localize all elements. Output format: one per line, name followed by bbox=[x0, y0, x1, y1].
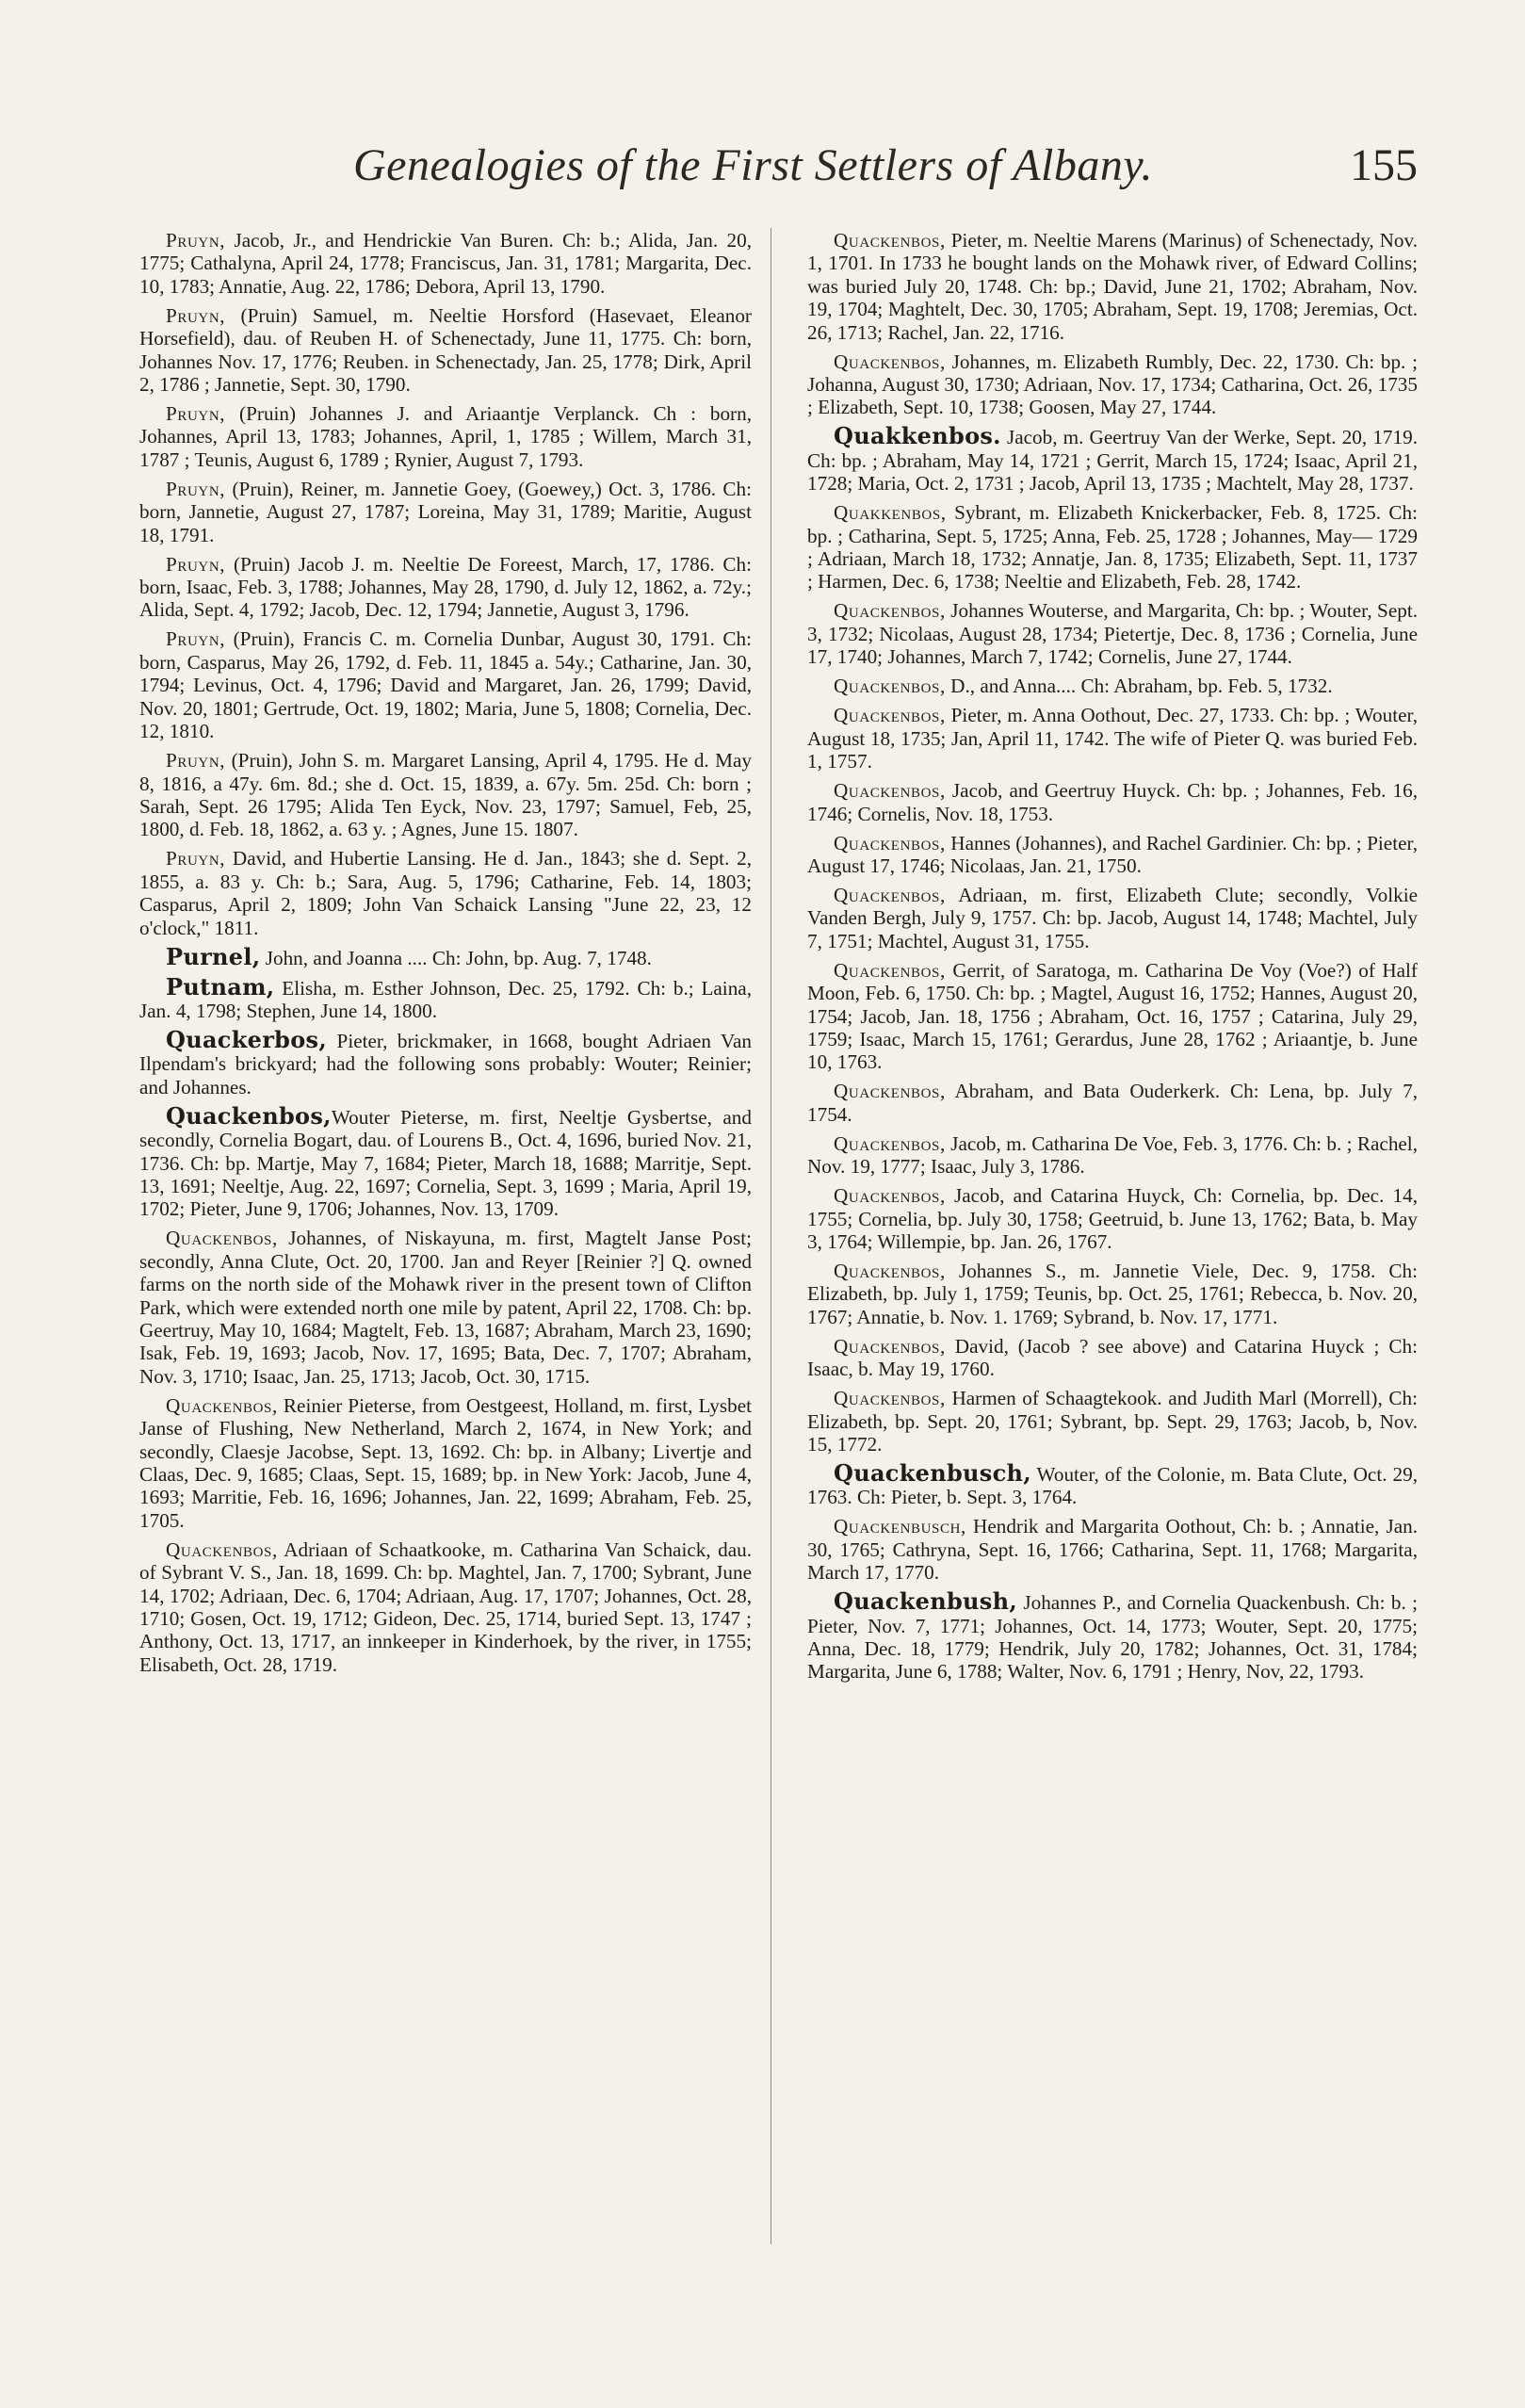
entry-surname: Pruyn, bbox=[166, 477, 226, 500]
entry-surname: Purnel, bbox=[166, 942, 261, 970]
genealogy-entry bbox=[807, 1459, 1418, 1509]
entry-text: Gerrit, of Saratoga, m. Catharina De Voy (Voe?) of Half Moon, Feb. 6, 1750. Ch: bp. ; Magtel, August 16, 1752; Hannes, August 20, 1754; Jacob, Jan. 18, 1756 ; Abraham, Oct. 16, 1757 ; Catarina, July 29, 1759; Isaac, March 15, 1761; Gerardus, June 28, 1762 ; Ariaantje, b. June 10, 1763. bbox=[807, 958, 1418, 1074]
entry-text: Wouter Pieterse, m. first, Neeltje Gysbertse, and secondly, Cornelia Bogart, dau. of Lourens B., Oct. 4, 1696, buried Nov. 21, 1736. Ch: bp. Martje, May 7, 1684; Pieter, March 18, 1688; Marritje, Sept. 13, 1691; Neeltje, Aug. 22, 1697; Cornelia, Sept. 3, 1699 ; Maria, April 19, 1702; Pieter, June 9, 1706; Johannes, Nov. 13, 1709. bbox=[139, 1105, 752, 1221]
genealogy-entry bbox=[807, 350, 1418, 419]
genealogy-entry bbox=[807, 1335, 1418, 1381]
entry-surname: Quackenbos, bbox=[834, 779, 946, 803]
genealogy-entry bbox=[807, 1132, 1418, 1179]
entry-text: Jacob, m. Geertruy Van der Werke, Sept. 20, 1719. Ch: bp. ; Abraham, May 14, 1721 ; Gerrit, March 15, 1724; Isaac, April 21, 1728; Maria, Oct. 2, 1731 ; Jacob, April 13, 1735 ; Machtelt, May 28, 1737. bbox=[807, 426, 1418, 496]
running-head bbox=[353, 139, 1418, 191]
entry-surname: Quackenbos, bbox=[834, 1387, 946, 1410]
genealogy-entry bbox=[139, 1394, 752, 1532]
entry-text: D., and Anna.... Ch: Abraham, bp. Feb. 5, 1732. bbox=[945, 675, 1333, 698]
genealogy-entry bbox=[139, 229, 752, 298]
page-number: 155 bbox=[1350, 140, 1418, 190]
right-column bbox=[807, 229, 1418, 1689]
genealogy-entry bbox=[807, 884, 1418, 952]
entry-text: Johannes, m. Elizabeth Rumbly, Dec. 22, 1730. Ch: bp. ; Johanna, August 30, 1730; Adriaan, Nov. 17, 1734; Catharina, Oct. 26, 1735 ; Elizabeth, Sept. 10, 1738; Goosen, May 27, 1744. bbox=[807, 350, 1418, 419]
entry-text: (Pruin), Francis C. m. Cornelia Dunbar, August 30, 1791. Ch: born, Casparus, May 26, 1792, d. Feb. 11, 1845 a. 54y.; Catharine, Jan. 30, 1794; Levinus, Oct. 4, 1796; David and Margaret, Jan. 26, 1799; David, Nov. 20, 1801; Gertrude, Oct. 19, 1802; Maria, June 5, 1808; Cornelia, Dec. 12, 1810. bbox=[139, 627, 752, 743]
entry-surname: Pruyn, bbox=[166, 229, 226, 252]
entry-text: (Pruin) Samuel, m. Neeltie Horsford (Hasevaet, Eleanor Horsefield), dau. of Reuben H. of Schenectady, June 11, 1775. Ch: born, Johannes Nov. 17, 1776; Reuben. in Schenectady, Jan. 25, 1778; Dirk, April 2, 1786 ; Jannetie, Sept. 30, 1790. bbox=[139, 303, 752, 397]
entry-surname: Quackenbos, bbox=[834, 831, 946, 854]
entry-surname: Quackenbos, bbox=[834, 1184, 946, 1208]
genealogy-entry bbox=[807, 1260, 1418, 1328]
genealogy-entry bbox=[139, 1025, 752, 1098]
genealogy-entry bbox=[807, 501, 1418, 594]
genealogy-entry bbox=[807, 1387, 1418, 1456]
entry-text: Johannes, of Niskayuna, m. first, Magtelt Janse Post; secondly, Anna Clute, Oct. 20, 1700. Jan and Reyer [Reinier ?] Q. owned farms on the north side of the Mohawk river in the present town of Clifton Park, which were extended north one mile by patent, April 22, 1708. Ch: bp. Geertruy, May 10, 1684; Magtelt, Feb. 13, 1687; Abraham, March 23, 1690; Isak, Feb. 19, 1693; Jacob, Nov. 17, 1695; Bata, Dec. 7, 1707; Abraham, Nov. 3, 1710; Isaac, Jan. 25, 1713; Jacob, Oct. 30, 1715. bbox=[139, 1227, 752, 1388]
entry-surname: Quackenbos, bbox=[166, 1227, 278, 1250]
genealogy-entry bbox=[139, 1101, 752, 1221]
entry-text: Hendrik and Margarita Oothout, Ch: b. ; Annatie, Jan. 30, 1765; Cathryna, Sept. 16, 1766; Catharina, Sept. 11, 1768; Margarita, March 17, 1770. bbox=[807, 1515, 1418, 1585]
genealogy-entry bbox=[807, 422, 1418, 496]
entry-surname: Pruyn, bbox=[166, 627, 226, 651]
genealogy-entry bbox=[139, 304, 752, 397]
entry-text: (Pruin) Johannes J. and Ariaantje Verplanck. Ch : born, Johannes, April 13, 1783; Johannes, April, 1, 1785 ; Willem, March 31, 1787 ; Teunis, August 6, 1789 ; Rynier, August 7, 1793. bbox=[139, 402, 752, 471]
genealogy-entry bbox=[807, 1184, 1418, 1253]
entry-text: Johannes S., m. Jannetie Viele, Dec. 9, 1758. Ch: Elizabeth, bp. July 1, 1759; Teunis, bp. Oct. 25, 1761; Rebecca, b. Nov. 20, 1767; Annatie, b. Nov. 1. 1769; Sybrand, b. Nov. 17, 1771. bbox=[807, 1259, 1418, 1328]
genealogy-entry bbox=[139, 1538, 752, 1676]
entry-surname: Pruyn, bbox=[166, 303, 226, 327]
entry-text: John, and Joanna .... Ch: John, bp. Aug. 7, 1748. bbox=[260, 946, 652, 969]
genealogy-entry bbox=[139, 478, 752, 546]
entry-text: Jacob, Jr., and Hendrickie Van Buren. Ch: b.; Alida, Jan. 20, 1775; Cathalyna, April 24, 1778; Franciscus, Jan. 31, 1781; Margarita, Dec. 10, 1783; Annatie, Aug. 22, 1786; Debora, April 13, 1790. bbox=[139, 229, 752, 298]
entry-surname: Putnam, bbox=[166, 972, 275, 1001]
entry-surname: Quakkenbos, bbox=[834, 501, 947, 525]
genealogy-entry bbox=[139, 553, 752, 622]
entry-text: (Pruin), Reiner, m. Jannetie Goey, (Goewey,) Oct. 3, 1786. Ch: born, Jannetie, August 27, 1787; Loreina, May 31, 1789; Maritie, August 18, 1791. bbox=[139, 477, 752, 546]
genealogy-entry bbox=[807, 1515, 1418, 1584]
entry-surname: Quackenbos, bbox=[166, 1393, 278, 1417]
entry-surname: Quackenbos, bbox=[834, 229, 946, 252]
entry-surname: Quackenbos, bbox=[834, 675, 946, 698]
entry-surname: Pruyn, bbox=[166, 552, 226, 576]
entry-surname: Quackenbos, bbox=[834, 599, 946, 623]
entry-text: Harmen of Schaagtekook. and Judith Marl (Morrell), Ch: Elizabeth, bp. Sept. 20, 1761; Sybrant, bp. Sept. 29, 1763; Jacob, b, Nov. 15, 1772. bbox=[807, 1387, 1418, 1456]
page-title: Genealogies of the First Settlers of Albany. bbox=[353, 140, 1154, 190]
entry-surname: Pruyn, bbox=[166, 847, 226, 870]
genealogy-entry bbox=[807, 779, 1418, 825]
genealogy-entry bbox=[807, 704, 1418, 773]
genealogy-entry bbox=[807, 959, 1418, 1074]
entry-surname: Quackenbos, bbox=[834, 1131, 946, 1155]
entry-surname: Pruyn, bbox=[166, 749, 226, 773]
genealogy-entry bbox=[807, 229, 1418, 344]
entry-text: Elisha, m. Esther Johnson, Dec. 25, 1792. Ch: b.; Laina, Jan. 4, 1798; Stephen, June 14, 1800. bbox=[139, 976, 752, 1022]
entry-text: Wouter, of the Colonie, m. Bata Clute, Oct. 29, 1763. Ch: Pieter, b. Sept. 3, 1764. bbox=[807, 1463, 1418, 1509]
entry-text: Jacob, and Geertruy Huyck. Ch: bp. ; Johannes, Feb. 16, 1746; Cornelis, Nov. 18, 1753. bbox=[807, 779, 1418, 825]
genealogy-entry bbox=[139, 972, 752, 1023]
entry-text: Johannes P., and Cornelia Quackenbush. Ch: b. ; Pieter, Nov. 7, 1771; Johannes, Oct. 14, 1773; Wouter, Sept. 20, 1775; Anna, Dec. 18, 1779; Hendrik, July 20, 1782; Johannes, Oct. 31, 1784; Margarita, June 6, 1788; Walter, Nov. 6, 1791 ; Henry, Nov, 22, 1793. bbox=[807, 1591, 1418, 1684]
entry-text: Johannes Wouterse, and Margarita, Ch: bp. ; Wouter, Sept. 3, 1732; Nicolaas, August 28, 1734; Pietertje, Dec. 8, 1736 ; Cornelia, June 17, 1740; Johannes, March 7, 1742; Cornelis, June 27, 1744. bbox=[807, 599, 1418, 669]
entry-surname: Quackenbusch, bbox=[834, 1459, 1031, 1487]
entry-surname: Quackenbos, bbox=[834, 1259, 946, 1282]
entry-text: Adriaan, m. first, Elizabeth Clute; secondly, Volkie Vanden Bergh, July 9, 1757. Ch: bp. Jacob, August 14, 1748; Machtel, July 7, 1751; Machtel, August 31, 1755. bbox=[807, 883, 1418, 952]
entry-surname: Quackerbos, bbox=[166, 1025, 328, 1053]
genealogy-entry bbox=[139, 402, 752, 471]
entry-text: (Pruin), John S. m. Margaret Lansing, April 4, 1795. He d. May 8, 1816, a 47y. 6m. 8d.; she d. Oct. 15, 1839, a. 67y. 5m. 25d. Ch: born ; Sarah, Sept. 26 1795; Alida Ten Eyck, Nov. 23, 1797; Samuel, Feb, 25, 1800, d. Feb. 18, 1862, a. 63 y. ; Agnes, June 15. 1807. bbox=[139, 749, 752, 841]
entry-surname: Quackenbos, bbox=[834, 883, 946, 906]
entry-text: (Pruin) Jacob J. m. Neeltie De Foreest, March, 17, 1786. Ch: born, Isaac, Feb. 3, 1788; Johannes, May 28, 1790, d. July 12, 1862, a. 72y.; Alida, Sept. 4, 1792; Jacob, Dec. 12, 1794; Jannetie, August 3, 1796. bbox=[139, 552, 752, 622]
entry-surname: Quackenbos, bbox=[834, 1334, 946, 1358]
entry-surname: Quackenbos, bbox=[834, 1080, 946, 1103]
entry-text: Pieter, m. Anna Oothout, Dec. 27, 1733. Ch: bp. ; Wouter, August 18, 1735; Jan, April 11, 1742. The wife of Pieter Q. was buried Feb. 1, 1757. bbox=[807, 704, 1418, 773]
entry-surname: Pruyn, bbox=[166, 402, 226, 426]
genealogy-entry bbox=[807, 1587, 1418, 1684]
entry-text: Adriaan of Schaatkooke, m. Catharina Van Schaick, dau. of Sybrant V. S., Jan. 18, 1699. Ch: bp. Maghtel, Jan. 7, 1700; Sybrant, June 14, 1702; Adriaan, Dec. 6, 1704; Adriaan, Aug. 17, 1707; Johannes, Oct. 28, 1710; Gosen, Oct. 19, 1712; Gideon, Dec. 25, 1714, buried Sept. 13, 1747 ; Anthony, Oct. 13, 1717, an innkeeper in Kinderhoek, by the river, in 1755; Elisabeth, Oct. 28, 1719. bbox=[139, 1538, 752, 1676]
entry-surname: Quackenbos, bbox=[834, 958, 946, 982]
entry-surname: Quakkenbos. bbox=[834, 422, 1001, 450]
genealogy-entry bbox=[139, 627, 752, 742]
entry-text: Abraham, and Bata Ouderkerk. Ch: Lena, bp. July 7, 1754. bbox=[807, 1080, 1418, 1126]
entry-surname: Quackenbos, bbox=[166, 1101, 332, 1130]
entry-text: David, and Hubertie Lansing. He d. Jan., 1843; she d. Sept. 2, 1855, a. 83 y. Ch: b.; Sara, Aug. 5, 1796; Catharine, Feb. 14, 1803; Casparus, April 2, 1809; John Van Schaick Lansing "June 22, 23, 12 o'clock," 1811. bbox=[139, 847, 752, 939]
genealogy-entry bbox=[807, 599, 1418, 668]
genealogy-entry bbox=[807, 832, 1418, 878]
genealogy-entry bbox=[807, 675, 1418, 697]
entry-surname: Quackenbush, bbox=[834, 1587, 1018, 1616]
entry-text: Hannes (Johannes), and Rachel Gardinier. Ch: bp. ; Pieter, August 17, 1746; Nicolaas, Jan. 21, 1750. bbox=[807, 831, 1418, 877]
entry-surname: Quackenbos, bbox=[166, 1538, 278, 1561]
entry-text: Jacob, and Catarina Huyck, Ch: Cornelia, bp. Dec. 14, 1755; Cornelia, bp. July 30, 1758; Geetruid, b. June 13, 1762; Bata, b. May 3, 1764; Willempie, bp. Jan. 26, 1767. bbox=[807, 1184, 1418, 1253]
entry-text: Pieter, m. Neeltie Marens (Marinus) of Schenectady, Nov. 1, 1701. In 1733 he bought lands on the Mohawk river, of Edward Collins; was buried July 20, 1748. Ch: bp.; David, June 21, 1702; Abraham, Nov. 19, 1704; Maghtelt, Dec. 30, 1705; Abraham, Sept. 19, 1708; Jeremias, Oct. 26, 1713; Rachel, Jan. 22, 1716. bbox=[807, 229, 1418, 344]
genealogy-entry bbox=[139, 942, 752, 970]
genealogy-entry bbox=[139, 1227, 752, 1388]
entry-text: David, (Jacob ? see above) and Catarina Huyck ; Ch: Isaac, b. May 19, 1760. bbox=[807, 1334, 1418, 1381]
left-column bbox=[139, 229, 752, 1683]
entry-surname: Quackenbos, bbox=[834, 350, 946, 373]
entry-text: Reinier Pieterse, from Oestgeest, Holland, m. first, Lysbet Janse of Flushing, New Netherland, March 2, 1674, in New York; and secondly, Claesje Jacobse, Sept. 13, 1692. Ch: bp. in Albany; Livertje and Claas, Dec. 9, 1685; Claas, Sept. 15, 1689; bp. in New York: Jacob, June 4, 1693; Marritie, Feb. 16, 1696; Johannes, Jan. 22, 1699; Abraham, Feb. 25, 1705. bbox=[139, 1393, 752, 1532]
genealogy-entry bbox=[807, 1080, 1418, 1126]
entry-surname: Quackenbos, bbox=[834, 704, 946, 727]
genealogy-entry bbox=[139, 749, 752, 841]
entry-text: Jacob, m. Catharina De Voe, Feb. 3, 1776. Ch: b. ; Rachel, Nov. 19, 1777; Isaac, July 3, 1786. bbox=[807, 1131, 1418, 1179]
entry-text: Sybrant, m. Elizabeth Knickerbacker, Feb. 8, 1725. Ch: bp. ; Catharina, Sept. 5, 1725; Anna, Feb. 25, 1728 ; Johannes, May— 1729 ; Adriaan, March 18, 1732; Annatje, Jan. 8, 1735; Elizabeth, Sept. 11, 1737 ; Harmen, Dec. 6, 1738; Neeltie and Elizabeth, Feb. 28, 1742. bbox=[807, 501, 1418, 594]
entry-surname: Quackenbusch, bbox=[834, 1515, 966, 1538]
entry-text: Pieter, brickmaker, in 1668, bought Adriaen Van Ilpendam's brickyard; had the following sons probably: Wouter; Reinier; and Johannes. bbox=[139, 1029, 752, 1098]
genealogy-entry bbox=[139, 847, 752, 939]
